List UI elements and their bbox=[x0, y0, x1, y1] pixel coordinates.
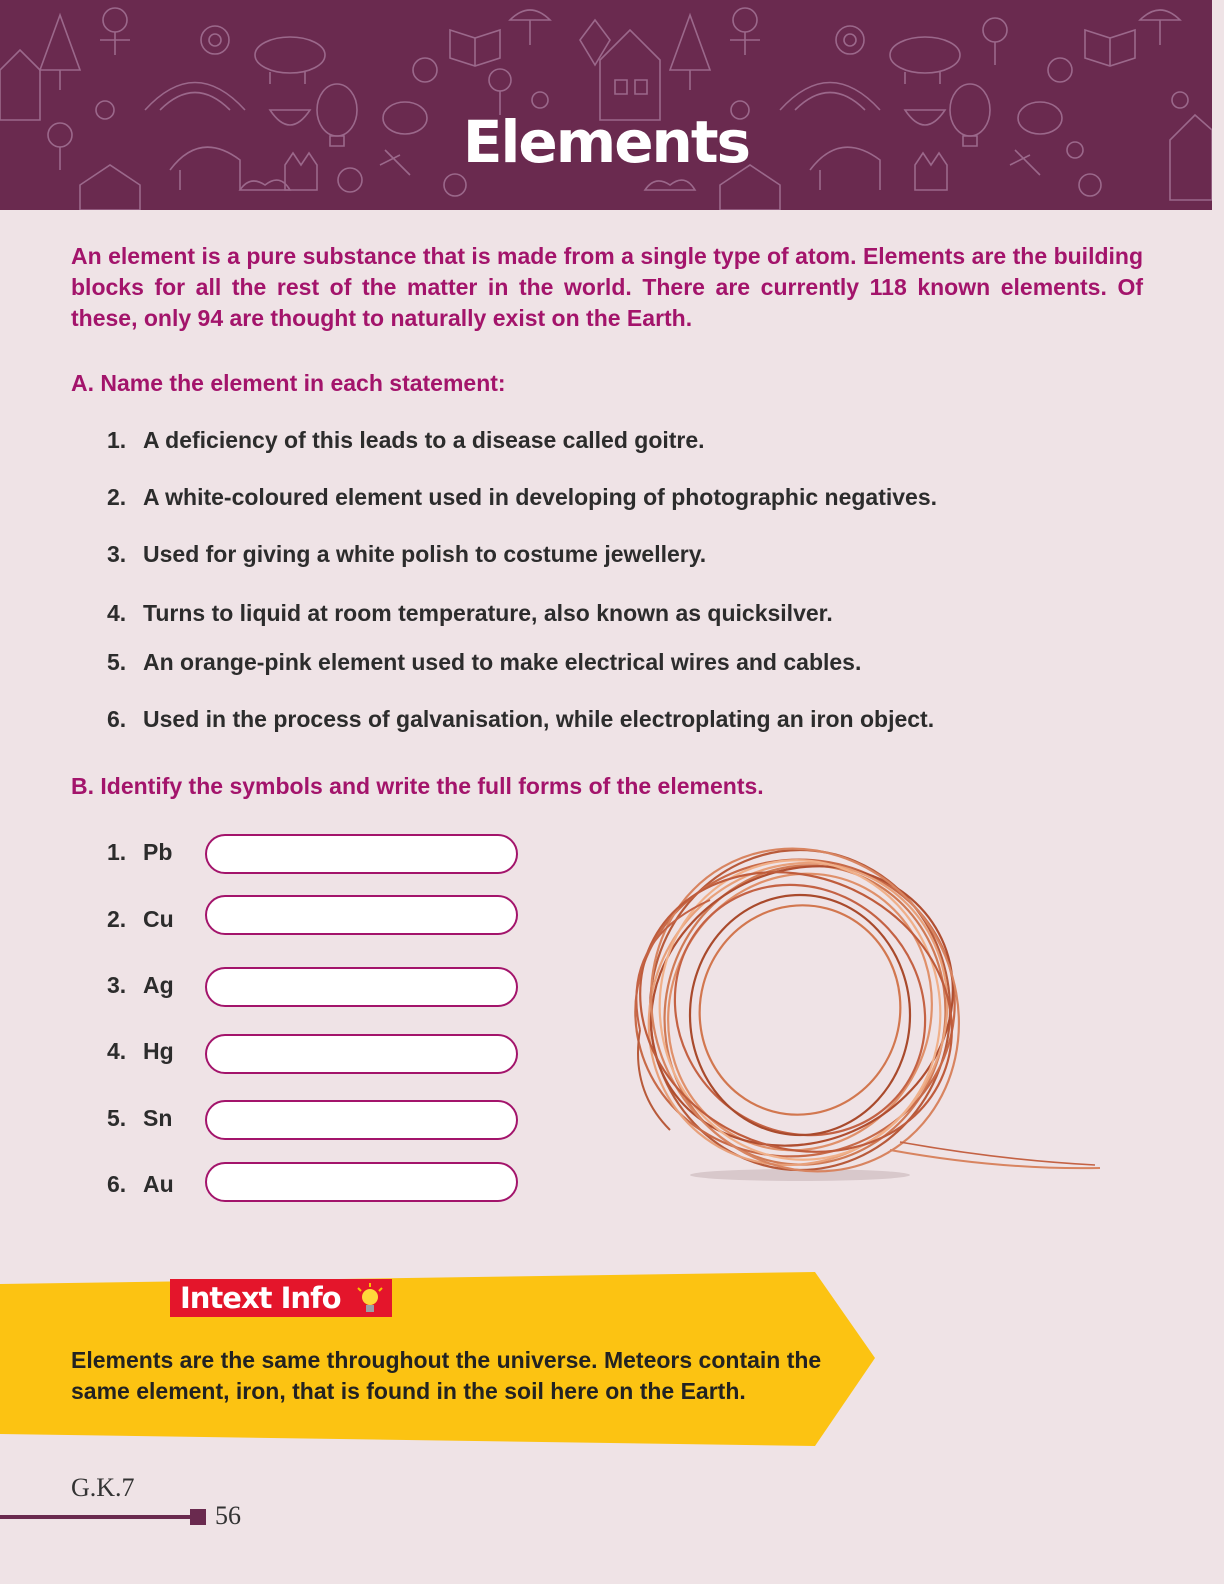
symbol-label: 4. Hg bbox=[107, 1038, 174, 1064]
header-banner bbox=[0, 0, 1212, 210]
intro-paragraph: An element is a pure substance that is made from a single type of atom. Elements are the building blocks for all the rest of the matter in the world. There are currently 118 known elements. Of these, only 94 are thought to naturally exist on the Earth. bbox=[71, 243, 1143, 331]
question-item: 3. Used for giving a white polish to costume jewellery. bbox=[107, 541, 707, 567]
footer-marker bbox=[190, 1509, 206, 1525]
answer-box-cu[interactable] bbox=[205, 895, 518, 935]
symbol-label: 6. Au bbox=[107, 1171, 174, 1197]
answer-box-sn[interactable] bbox=[205, 1100, 518, 1140]
question-item: 6. Used in the process of galvanisation, while electroplating an iron object. bbox=[107, 706, 935, 732]
intext-info-tag: Intext Info bbox=[170, 1279, 392, 1317]
section-a-heading: A. Name the element in each statement: bbox=[71, 370, 506, 396]
answer-box-hg[interactable] bbox=[205, 1034, 518, 1074]
answer-box-pb[interactable] bbox=[205, 834, 518, 874]
intext-info-text: Elements are the same throughout the universe. Meteors contain the same element, iron, that is found in the soil here on the Earth. bbox=[71, 1347, 822, 1404]
question-item: 4. Turns to liquid at room temperature, also known as quicksilver. bbox=[107, 600, 833, 626]
answer-box-au[interactable] bbox=[205, 1162, 518, 1202]
question-item: 1. A deficiency of this leads to a disease called goitre. bbox=[107, 427, 705, 453]
symbol-label: 1. Pb bbox=[107, 839, 173, 865]
footer-rule bbox=[0, 1515, 190, 1519]
copper-wire-image bbox=[600, 830, 1120, 1200]
page-number: 56 bbox=[215, 1501, 241, 1530]
section-b-heading: B. Identify the symbols and write the full forms of the elements. bbox=[71, 773, 764, 799]
answer-box-ag[interactable] bbox=[205, 967, 518, 1007]
page-title: Elements bbox=[462, 108, 750, 176]
lightbulb-icon bbox=[354, 1282, 386, 1316]
symbol-label: 5. Sn bbox=[107, 1105, 173, 1131]
question-item: 5. An orange-pink element used to make electrical wires and cables. bbox=[107, 649, 862, 675]
doodle-pattern bbox=[0, 0, 1212, 210]
symbol-label: 3. Ag bbox=[107, 972, 174, 998]
question-item: 2. A white-coloured element used in developing of photographic negatives. bbox=[107, 484, 938, 510]
symbol-label: 2. Cu bbox=[107, 906, 174, 932]
book-label: G.K.7 bbox=[71, 1473, 135, 1502]
